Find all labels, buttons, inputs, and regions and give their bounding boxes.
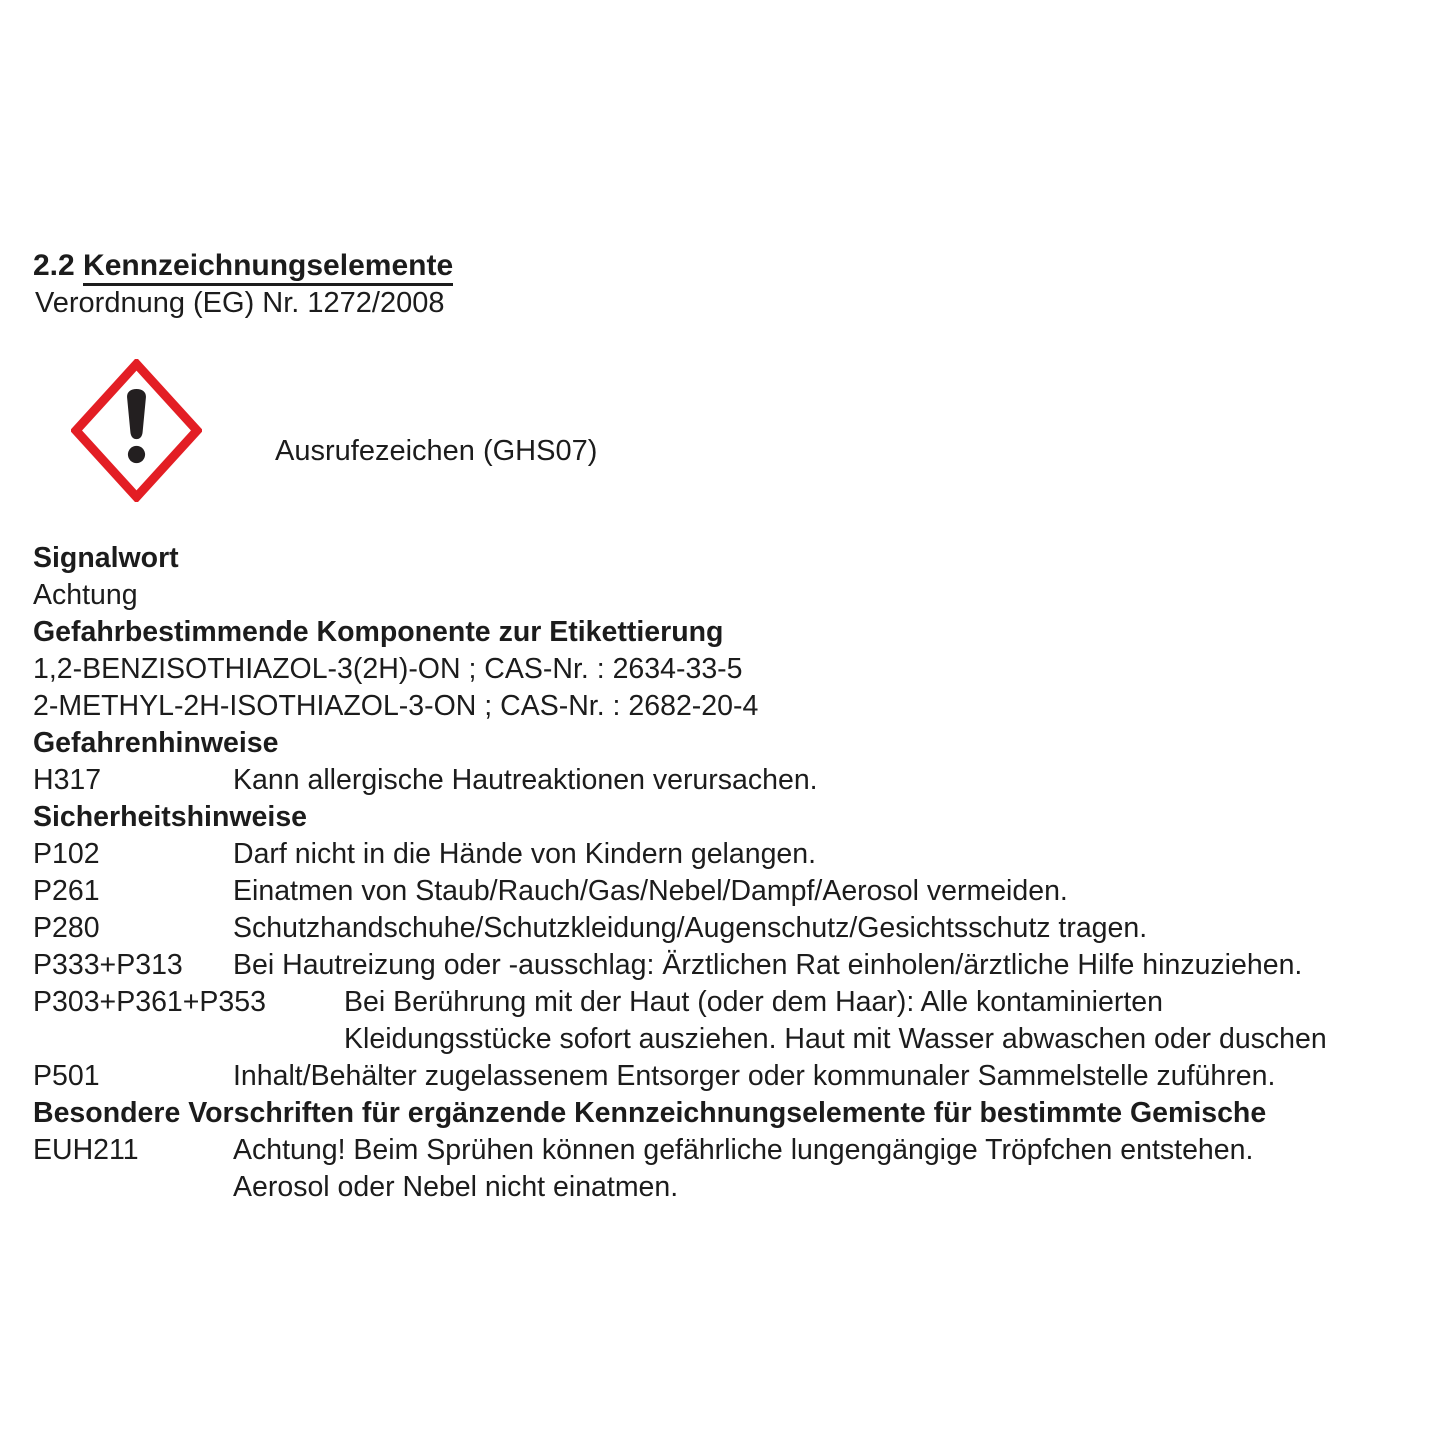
statement-code: P333+P313 xyxy=(33,949,183,981)
hazard-statements-heading: Gefahrenhinweise xyxy=(33,727,279,759)
statement-text: Inhalt/Behälter zugelassenem Entsorger oder kommunaler Sammelstelle zuführen. xyxy=(233,1060,1276,1092)
precautionary-statement-row xyxy=(33,984,1435,1021)
statement-code: EUH211 xyxy=(33,1134,139,1166)
hazard-component-item: 2-METHYL-2H-ISOTHIAZOL-3-ON ; CAS-Nr. : 2682-20-4 xyxy=(33,690,759,722)
statement-text: Darf nicht in die Hände von Kindern gelangen. xyxy=(233,838,817,870)
label-elements-content xyxy=(33,540,1435,1206)
precautionary-statement-row xyxy=(33,1058,1435,1095)
precautionary-statement-row xyxy=(33,873,1435,910)
section-heading xyxy=(33,249,453,283)
signal-word-value: Achtung xyxy=(33,579,138,611)
signal-word-heading: Signalwort xyxy=(33,542,179,574)
ghs07-pictogram xyxy=(71,359,202,502)
precautionary-statements-heading: Sicherheitshinweise xyxy=(33,801,308,833)
statement-code: P303+P361+P353 xyxy=(33,986,266,1018)
statement-text: Schutzhandschuhe/Schutzkleidung/Augenschutz/Gesichtsschutz tragen. xyxy=(233,912,1148,944)
hazard-component-item: 1,2-BENZISOTHIAZOL-3(2H)-ON ; CAS-Nr. : 2634-33-5 xyxy=(33,653,743,685)
statement-text-continuation: Kleidungsstücke sofort ausziehen. Haut mit Wasser abwaschen oder duschen xyxy=(344,1023,1327,1055)
statement-code: P280 xyxy=(33,912,100,944)
statement-text-continuation: Aerosol oder Nebel nicht einatmen. xyxy=(233,1171,679,1203)
section-title: Kennzeichnungselemente xyxy=(83,249,453,286)
statement-code: H317 xyxy=(33,764,102,796)
precautionary-statement-row xyxy=(33,836,1435,873)
regulation-reference: Verordnung (EG) Nr. 1272/2008 xyxy=(35,287,445,319)
precautionary-statement-row xyxy=(33,910,1435,947)
pictogram-label: Ausrufezeichen (GHS07) xyxy=(275,435,598,467)
statement-text: Achtung! Beim Sprühen können gefährliche lungengängige Tröpfchen entstehen. xyxy=(233,1134,1254,1166)
precautionary-statement-row xyxy=(33,947,1435,984)
section-number: 2.2 xyxy=(33,249,84,282)
statement-code: P501 xyxy=(33,1060,100,1092)
exclamation-mark-icon xyxy=(71,359,202,502)
supplemental-statement-row xyxy=(33,1132,1435,1169)
hazard-statement-row xyxy=(33,762,1435,799)
statement-text: Bei Berührung mit der Haut (oder dem Haar): Alle kontaminierten xyxy=(344,986,1163,1018)
statement-text: Kann allergische Hautreaktionen verursachen. xyxy=(233,764,818,796)
statement-text: Bei Hautreizung oder -ausschlag: Ärztlichen Rat einholen/ärztliche Hilfe hinzuziehen. xyxy=(233,949,1303,981)
statement-code: P261 xyxy=(33,875,100,907)
statement-text: Einatmen von Staub/Rauch/Gas/Nebel/Dampf/Aerosol vermeiden. xyxy=(233,875,1068,907)
statement-code: P102 xyxy=(33,838,100,870)
supplemental-heading: Besondere Vorschriften für ergänzende Kennzeichnungselemente für bestimmte Gemische xyxy=(33,1097,1267,1129)
hazard-components-heading: Gefahrbestimmende Komponente zur Etikettierung xyxy=(33,616,724,648)
